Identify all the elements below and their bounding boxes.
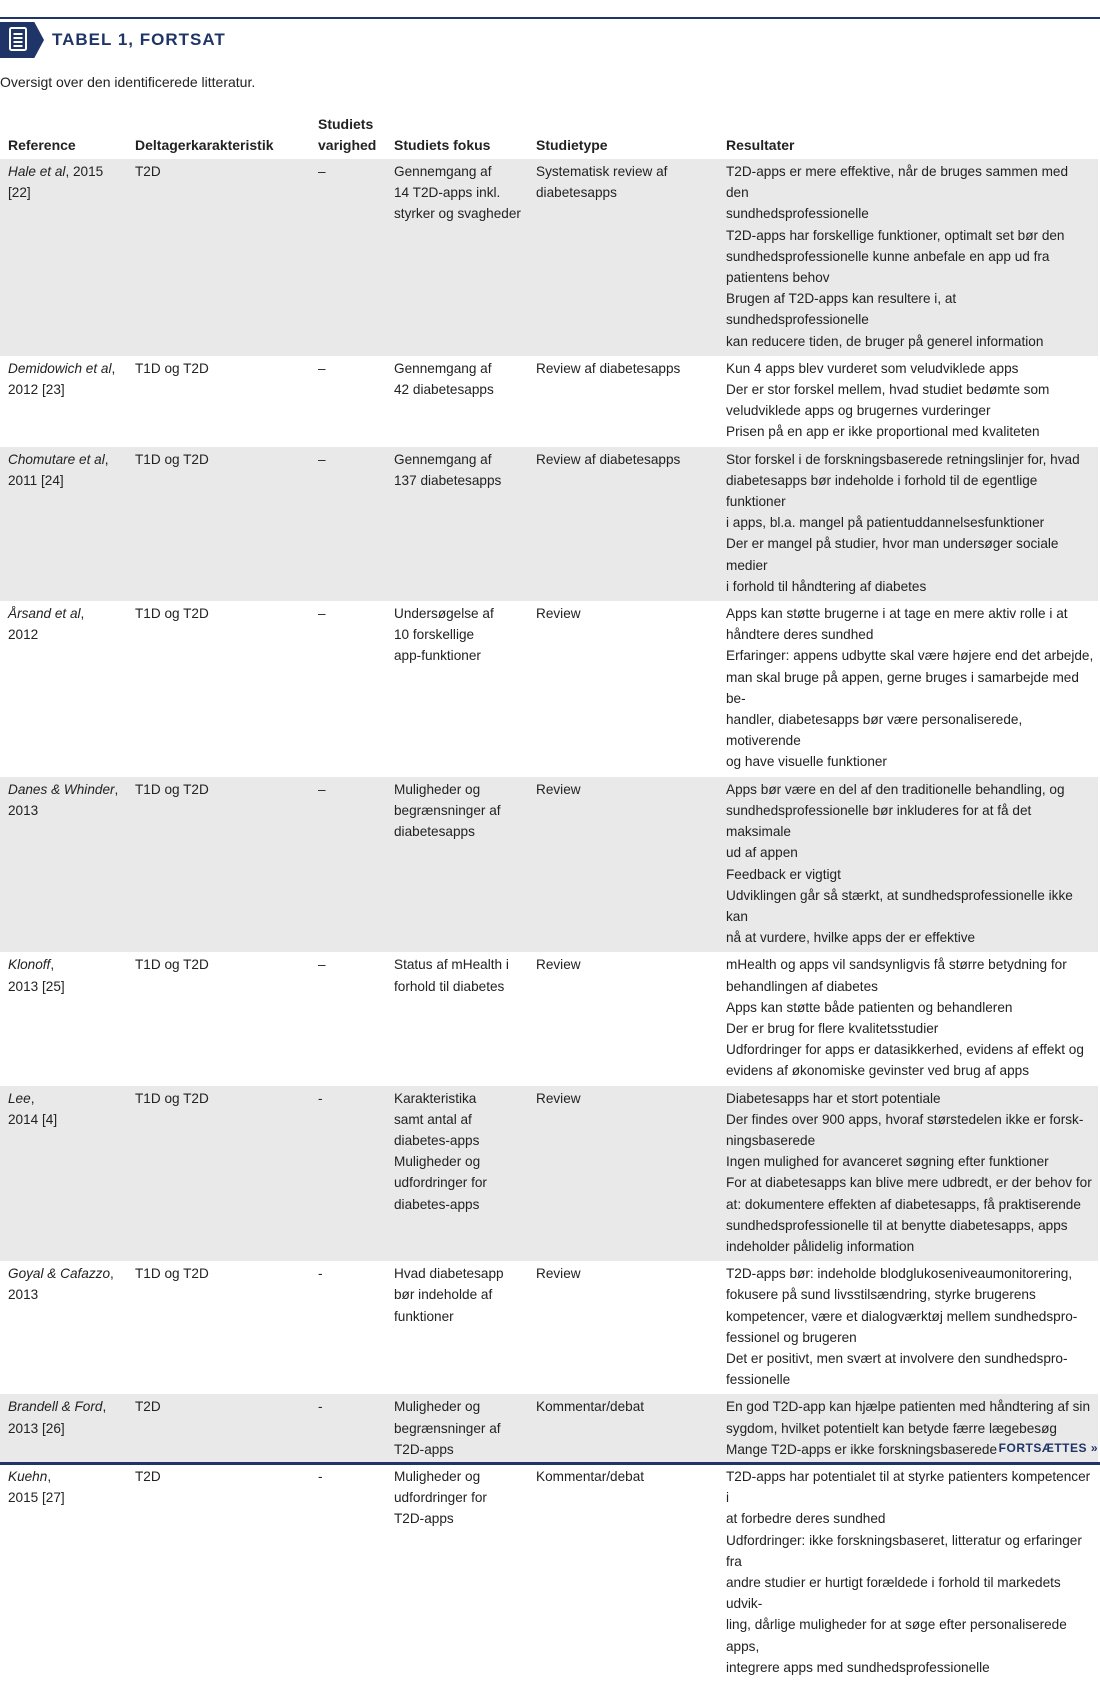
- cell-reference: [0, 601, 127, 777]
- cell-deltager: T2D: [135, 1468, 161, 1484]
- cell-resultater: Kun 4 apps blev vurderet som veludviklede apps Der er stor forskel mellem, hvad studiet bedømte som veludviklede apps og brugernes vurderinger Prisen på en app er ikke proportional med kvaliteten: [726, 360, 1050, 440]
- cell-varighed: –: [310, 777, 386, 953]
- cell-deltager: T2D: [127, 159, 310, 356]
- cell-deltager: T1D og T2D: [135, 957, 209, 973]
- cell-resultater: Apps bør være en del af den traditionelle behandling, og sundhedsprofessionelle bør inkluderes for at få det maksimale ud af appen Feedback er vigtigt Udviklingen går så stærkt, at sundhedsprofessionelle ikke kan nå at vurdere, hvilke apps der er effektive: [718, 777, 1098, 953]
- cell-reference: [0, 1261, 127, 1394]
- reference-author: Brandell & Ford: [8, 1399, 103, 1415]
- col-header-varighed: Studiets varighed: [318, 116, 377, 153]
- reference-author: Kuehn: [8, 1468, 48, 1484]
- cell-resultater: T2D-apps har potentialet til at styrke patienters kompetencer i at forbedre deres sundhed Udfordringer: ikke forskningsbaseret, litteratur og erfaringer fra andre studier er hurtigt forældede i forhold til markedets udvik- ling, dårlige muligheder for at søge efter personaliserede apps, integrere apps med sundhedsprofessionelle: [726, 1468, 1091, 1675]
- cell-varighed: –: [318, 360, 326, 376]
- reference-author: Demidowich et al: [8, 360, 112, 376]
- cell-deltager: T1D og T2D: [135, 360, 209, 376]
- table-header-row: [0, 112, 1098, 159]
- col-header-reference: Reference: [8, 137, 76, 153]
- reference-author: Chomutare et al: [8, 451, 105, 467]
- cell-fokus: Hvad diabetesapp bør indeholde af funktioner: [394, 1266, 504, 1324]
- cell-studietype: Systematisk review af diabetesapps: [528, 159, 718, 356]
- cell-reference: [0, 1464, 127, 1682]
- reference-year: , 2011 [24]: [8, 451, 109, 488]
- cell-varighed: –: [318, 606, 326, 622]
- literature-table: [0, 112, 1098, 1682]
- table-row: [0, 1394, 1098, 1464]
- cell-fokus: Muligheder og begrænsninger af T2D-apps: [386, 1394, 528, 1464]
- reference-year: , 2013: [8, 781, 119, 818]
- reference-year: , 2015 [22]: [8, 164, 104, 201]
- cell-fokus: Undersøgelse af 10 forskellige app-funktioner: [394, 606, 494, 664]
- cell-studietype: Review: [528, 1086, 718, 1262]
- top-rule: [0, 17, 1100, 19]
- cell-deltager: T1D og T2D: [127, 447, 310, 601]
- cell-varighed: -: [318, 1468, 323, 1484]
- cell-resultater: Diabetesapps har et stort potentiale Der findes over 900 apps, hvoraf størstedelen ikke er forsk- ningsbaserede Ingen mulighed for avanceret søgning efter funktioner For at diabetesapps kan blive mere udbredt, er der behov for at: dokumentere effekten af diabetesapps, få praktiserende sundhedsprofessionelle til at benytte diabetesapps, apps indeholder pålidelig information: [718, 1086, 1098, 1262]
- reference-year: , 2012: [8, 606, 85, 643]
- cell-deltager: T1D og T2D: [135, 606, 209, 622]
- table-row: [0, 1261, 1098, 1394]
- cell-resultater: Stor forskel i de forskningsbaserede retningslinjer for, hvad diabetesapps bør indeholde i forhold til de egentlige funktioner i apps, bl.a. mangel på patientuddannelsesfunktioner Der er mangel på studier, hvor man undersøger sociale medier i forhold til håndtering af diabetes: [718, 447, 1098, 601]
- cell-fokus: Muligheder og udfordringer for T2D-apps: [394, 1468, 487, 1527]
- cell-reference: [0, 447, 127, 601]
- reference-author: Lee: [8, 1090, 31, 1106]
- table-row: [0, 777, 1098, 953]
- cell-fokus: Gennemgang af 14 T2D-apps inkl. styrker og svagheder: [386, 159, 528, 356]
- cell-resultater: T2D-apps er mere effektive, når de bruges sammen med den sundhedsprofessionelle T2D-apps har forskellige funktioner, optimalt set bør den sundhedsprofessionelle kunne anbefale en app ud fra patientens behov Brugen af T2D-apps kan resultere i, at sundhedsprofessionelle kan reducere tiden, de bruger på generel information: [718, 159, 1098, 356]
- cell-studietype: Review af diabetesapps: [536, 360, 681, 376]
- cell-deltager: T1D og T2D: [127, 777, 310, 953]
- reference-author: Klonoff: [8, 957, 51, 973]
- reference-year: , 2013: [8, 1266, 114, 1303]
- cell-varighed: –: [310, 159, 386, 356]
- cell-studietype: Review: [536, 1266, 581, 1282]
- cell-varighed: -: [318, 1266, 323, 1282]
- table-row: [0, 447, 1098, 601]
- cell-varighed: -: [310, 1394, 386, 1464]
- cell-studietype: Review: [536, 957, 581, 973]
- cell-resultater: T2D-apps bør: indeholde blodglukoseniveaumonitorering, fokusere på sund livsstilsændring, styrke brugerens kompetencer, være et dialogværktøj mellem sundhedspro- fessionel og brugeren Det er positivt, men svært at involvere den sundhedspro- fessionelle: [726, 1266, 1078, 1388]
- cell-varighed: –: [310, 447, 386, 601]
- cell-studietype: Review: [528, 777, 718, 953]
- cell-reference: [0, 952, 127, 1085]
- table-header: [0, 22, 226, 58]
- cell-studietype: Kommentar/debat: [528, 1394, 718, 1464]
- reference-year: , 2014 [4]: [8, 1090, 58, 1127]
- reference-author: Goyal & Cafazzo: [8, 1266, 110, 1282]
- cell-fokus: Muligheder og begrænsninger af diabetesapps: [386, 777, 528, 953]
- cell-fokus: Gennemgang af 42 diabetesapps: [394, 360, 494, 398]
- cell-reference: [0, 356, 127, 447]
- reference-year: , 2013 [25]: [8, 957, 65, 994]
- table-row: [0, 356, 1098, 447]
- col-header-resultater: Resultater: [726, 137, 795, 153]
- cell-varighed: –: [318, 957, 326, 973]
- table-row: [0, 1086, 1098, 1262]
- continue-label: FORTSÆTTES »: [998, 1441, 1098, 1455]
- reference-year: , 2012 [23]: [8, 360, 116, 398]
- cell-varighed: -: [310, 1086, 386, 1262]
- cell-fokus: Gennemgang af 137 diabetesapps: [386, 447, 528, 601]
- cell-reference: [0, 1394, 127, 1464]
- col-header-studietype: Studietype: [536, 137, 608, 153]
- cell-reference: [0, 777, 127, 953]
- cell-deltager: T1D og T2D: [127, 1086, 310, 1262]
- table-row: [0, 601, 1098, 777]
- reference-year: , 2013 [26]: [8, 1399, 107, 1436]
- reference-author: Hale et al: [8, 164, 66, 179]
- reference-author: Årsand et al: [8, 606, 81, 622]
- bottom-rule: [0, 1462, 1100, 1465]
- reference-year: , 2015 [27]: [8, 1468, 65, 1506]
- cell-studietype: Review af diabetesapps: [528, 447, 718, 601]
- table-row: [0, 952, 1098, 1085]
- reference-author: Danes & Whinder: [8, 781, 115, 797]
- col-header-fokus: Studiets fokus: [394, 137, 491, 153]
- cell-studietype: Review: [536, 606, 581, 622]
- cell-resultater: Apps kan støtte brugerne i at tage en mere aktiv rolle i at håndtere deres sundhed Erfaringer: appens udbytte skal være højere end det arbejde, man skal bruge på appen, gerne bruges i samarbejde med be- handler, diabetesapps bør være personaliserede, motiverende og have visuelle funktioner: [726, 606, 1094, 770]
- cell-studietype: Kommentar/debat: [536, 1468, 645, 1484]
- table-subtitle: Oversigt over den identificerede litteratur.: [0, 74, 256, 90]
- table-row: [0, 1464, 1098, 1682]
- cell-reference: [0, 159, 127, 356]
- cell-deltager: T1D og T2D: [135, 1266, 209, 1282]
- cell-reference: [0, 1086, 127, 1262]
- col-header-deltager: Deltagerkarakteristik: [135, 137, 274, 153]
- table-title: TABEL 1, FORTSAT: [52, 30, 226, 49]
- table-row: [0, 159, 1098, 356]
- cell-fokus: Status af mHealth i forhold til diabetes: [394, 957, 509, 994]
- cell-resultater: En god T2D-app kan hjælpe patienten med håndtering af sin sygdom, hvilket potentielt kan betyde færre lægebesøg Mange T2D-apps er ikke forskningsbaserede: [718, 1394, 1098, 1464]
- cell-fokus: Karakteristika samt antal af diabetes-apps Muligheder og udfordringer for diabetes-apps: [386, 1086, 528, 1262]
- cell-resultater: mHealth og apps vil sandsynligvis få større betydning for behandlingen af diabetes Apps kan støtte både patienten og behandleren Der er brug for flere kvalitetsstudier Udfordringer for apps er datasikkerhed, evidens af effekt og evidens af økonomiske gevinster ved brug af apps: [726, 957, 1084, 1079]
- document-icon: [0, 22, 44, 58]
- cell-deltager: T2D: [127, 1394, 310, 1464]
